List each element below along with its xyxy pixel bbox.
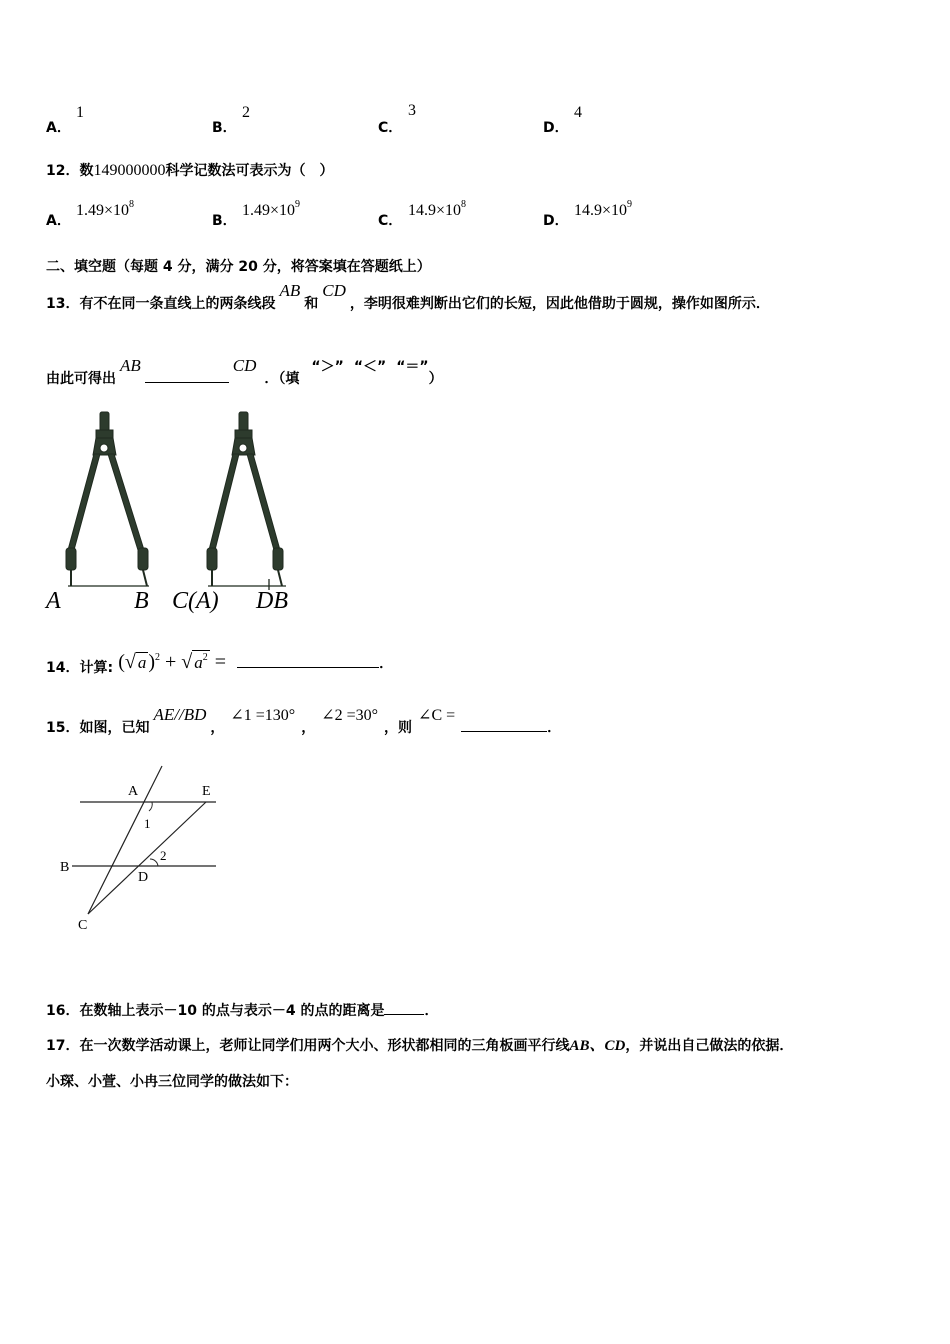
q11-option-c-value: 3 [408,102,416,119]
q12-option-b: $1.49\times 10^9$ [242,199,301,219]
q13-suffix: ，李明很难判断出它们的长短，因此他借助于圆规，操作如图所示． [349,296,770,312]
q13-line1 [46,281,770,312]
q13-choice-lt: “＜” [353,359,387,375]
q14 [46,650,393,674]
q17-text: 17．在一次数学活动课上，老师让同学们用两个大小、形状都相同的三角板画平行线 [46,1038,570,1054]
fig-point-a: A [128,784,139,799]
q17-line2: 小琛、小萱、小冉三位同学的做法如下： [46,1074,298,1090]
fig-label-b: B [134,588,149,614]
q12-option-d: $14.9\times 10^9$ [574,199,633,219]
fig-label-db: DB [256,588,288,614]
q12-stem [46,160,333,180]
q13-choice-gt: “＞” [311,359,344,375]
q13-and: 和 [304,296,319,312]
q12-suffix: 科学记数法可表示为（ ） [165,163,334,179]
q14-end: ． [379,656,394,672]
q11-option-a-letter: A． [46,120,71,136]
q15-answer-blank[interactable] [461,717,547,732]
q17-line1 [46,1034,793,1055]
q14-answer-blank[interactable] [237,653,379,668]
fig-point-e: E [202,784,211,799]
compass-2-icon [207,412,283,586]
q17-math: AB、CD [569,1038,626,1054]
q12-option-d-letter: D． [543,213,569,229]
q13-answer-blank[interactable] [145,368,229,383]
q15-cond-angle1: ∠1 =130° [230,707,296,724]
q13-prefix: 13．有不在同一条直线上的两条线段 [46,296,276,312]
fig-point-d: D [138,870,149,885]
fig-label-ca: C(A) [172,588,219,614]
line-ac [88,766,162,914]
q12-option-a-letter: A． [46,213,71,229]
q12-option-a: $1.49\times 10^8$ [76,199,135,219]
q15-sep2: ， [301,720,316,736]
q12-option-c: $14.9\times 10^8$ [408,199,467,219]
q16-end: ． [424,1003,439,1019]
q16-text: 16．在数轴上表示－10 的点与表示－4 的点的距离是 [46,1003,385,1019]
fig-point-b: B [60,860,70,875]
q12-prefix: 12．数 [46,163,94,179]
q14-prefix: 14．计算: [46,660,114,676]
q13-line2-prefix: 由此可得出 [46,371,116,387]
q15 [46,705,562,736]
q11-option-a-value: 1 [76,104,84,121]
q13-seg-cd: CD [322,281,346,300]
q13-figure [44,410,314,620]
q15-end: ． [547,720,562,736]
q11-option-d-letter: D． [543,120,569,136]
q11-option-b-value: 2 [242,104,250,121]
parallel-lines-svg [56,760,226,940]
angle-2-arc [150,859,158,866]
q13-line2 [46,356,443,387]
q13-line2-cd: CD [232,356,257,375]
q15-ask: ∠C = [418,707,456,724]
q17-text-end: ，并说出自己做法的依据． [625,1038,794,1054]
q15-cond-angle2: ∠2 =30° [321,707,379,724]
q13-choice-eq: “＝” [396,359,429,375]
q14-expression: (√ a )$^2$ + √ $a^2$ = [118,651,227,673]
q13-line2-suffix: ．（填 [264,371,300,387]
q11-option-d-value: 4 [574,104,582,121]
fig-label-a: A [46,588,61,614]
q15-sep3: ，则 [384,720,413,736]
q13-close: ） [428,371,443,387]
q15-figure [56,760,226,940]
section-2-title: 二、填空题（每题 4 分，满分 20 分，将答案填在答题纸上） [46,259,431,275]
q15-cond-parallel: AE//BD [153,705,207,724]
q12-option-c-letter: C． [378,213,403,229]
q12-option-b-letter: B． [212,213,237,229]
q11-option-b-letter: B． [212,120,237,136]
q13-seg-ab: AB [279,281,301,300]
q12-number: 149000000 [93,162,166,179]
compass-1-icon [66,412,148,586]
q16-answer-blank[interactable] [384,1000,424,1015]
q11-option-c-letter: C． [378,120,403,136]
q15-sep1: ， [210,720,225,736]
fig-angle-2: 2 [160,848,167,863]
q13-line2-ab: AB [120,356,141,375]
fig-point-c: C [78,918,88,933]
q16 [46,1000,438,1020]
fig-angle-1: 1 [144,816,151,831]
angle-1-arc [149,802,152,811]
q15-prefix: 15．如图，已知 [46,720,150,736]
